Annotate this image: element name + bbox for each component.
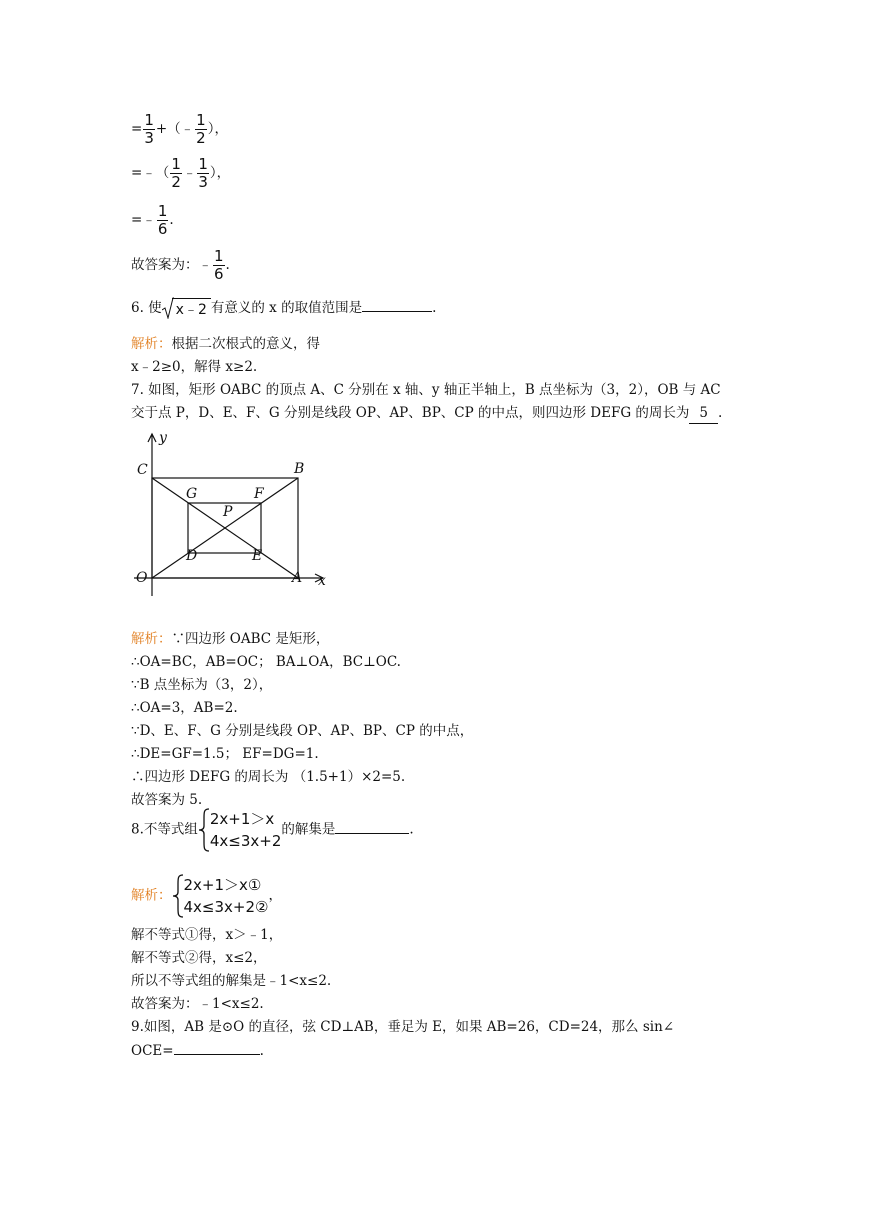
label-O: O: [136, 570, 148, 586]
fraction: $\frac{1}{2}$: [171, 155, 181, 191]
label-D: D: [186, 548, 198, 564]
solution-7-line-5: ∴DE=GF=1.5； EF=DG=1.: [131, 746, 319, 762]
solution-7-line-2: ∵B 点坐标为（3，2），: [131, 677, 273, 693]
solution-7-line-0: 解析：∵四边形 OABC 是矩形，: [131, 631, 330, 647]
label-B: B: [294, 461, 305, 477]
answer-blank: [362, 297, 432, 312]
radical-sign: [162, 297, 174, 319]
label-A: A: [292, 570, 303, 586]
rectangle-figure: [128, 428, 338, 600]
question-7-line-2: 交于点 P，D、E、F、G 分别是线段 OP、AP、BP、CP 的中点，则四边形 DEFG 的周长为 5 .: [131, 403, 722, 424]
question-8: 8.不等式组 2x+1＞x 4x≤3x+2 的解集是 .: [131, 810, 414, 850]
answer-blank: [335, 819, 409, 834]
question-9-line-2: OCE= .: [131, 1040, 264, 1061]
solution-7-line-7: 故答案为 5.: [131, 792, 203, 808]
question-9-line-1: 9.如图，AB 是⊙O 的直径，弦 CD⊥AB，垂足为 E，如果 AB=26，CD=24，那么 sin∠: [131, 1019, 675, 1035]
solution-8-line-4: 故答案为：﹣1<x≤2.: [131, 996, 264, 1012]
solution-6-line-2: x﹣2≥0，解得 x≥2.: [131, 359, 258, 375]
solution-8-line-2: 解不等式②得，x≤2，: [131, 950, 267, 966]
label-C: C: [137, 462, 148, 478]
label-x: x: [318, 573, 326, 589]
left-brace: [198, 808, 210, 852]
answer-line: 故答案为：﹣ $\frac{1}{6}$ .: [131, 247, 230, 283]
question-6: 6. 使 x﹣2 有意义的 x 的取值范围是 .: [131, 297, 436, 320]
solution-7-line-4: ∵D、E、F、G 分别是线段 OP、AP、BP、CP 的中点，: [131, 723, 474, 739]
solution-8-line-3: 所以不等式组的解集是﹣1<x≤2.: [131, 973, 332, 989]
label-F: F: [254, 486, 264, 502]
label-G: G: [186, 486, 198, 502]
solution-7-line-1: ∴OA=BC，AB=OC； BA⊥OA，BC⊥OC.: [131, 654, 401, 670]
answer-blank: [174, 1040, 260, 1055]
question-7-line-1: 7. 如图，矩形 OABC 的顶点 A、C 分别在 x 轴、y 轴正半轴上，B 点坐标为（3，2），OB 与 AC: [131, 382, 721, 398]
label-E: E: [252, 548, 263, 564]
fraction: $\frac{1}{3}$: [144, 111, 154, 147]
label-y: y: [159, 430, 167, 446]
calc-line-2: =﹣（ $\frac{1}{2}$ ﹣ $\frac{1}{3}$ ），: [131, 155, 231, 191]
solution-8-line-1: 解不等式①得，x＞﹣1，: [131, 927, 283, 943]
solution-7-line-3: ∴OA=3，AB=2.: [131, 700, 238, 716]
answer-filled: 5: [689, 403, 718, 424]
fraction: $\frac{1}{2}$: [196, 111, 206, 147]
label-P: P: [223, 504, 233, 520]
left-brace: [172, 874, 184, 918]
fraction: $\frac{1}{6}$: [157, 202, 168, 238]
inequality-system: 2x+1＞x① 4x≤3x+2②: [172, 874, 269, 918]
sqrt-expression: x﹣2: [162, 298, 211, 320]
fraction: $\frac{1}{3}$: [198, 155, 208, 191]
solution-8-system: 解析： 2x+1＞x① 4x≤3x+2② ，: [131, 876, 282, 916]
calc-line-3: =﹣ $\frac{1}{6}$ .: [131, 202, 174, 238]
calc-line-1: = $\frac{1}{3}$ +（﹣ $\frac{1}{2}$ ），: [131, 111, 228, 147]
fraction: $\frac{1}{6}$: [214, 247, 224, 283]
inequality-system: 2x+1＞x 4x≤3x+2: [198, 808, 282, 852]
solution-7-line-6: ∴四边形 DEFG 的周长为 （1.5+1）×2=5.: [131, 769, 406, 785]
solution-6-line-1: 解析：根据二次根式的意义，得: [131, 336, 320, 352]
